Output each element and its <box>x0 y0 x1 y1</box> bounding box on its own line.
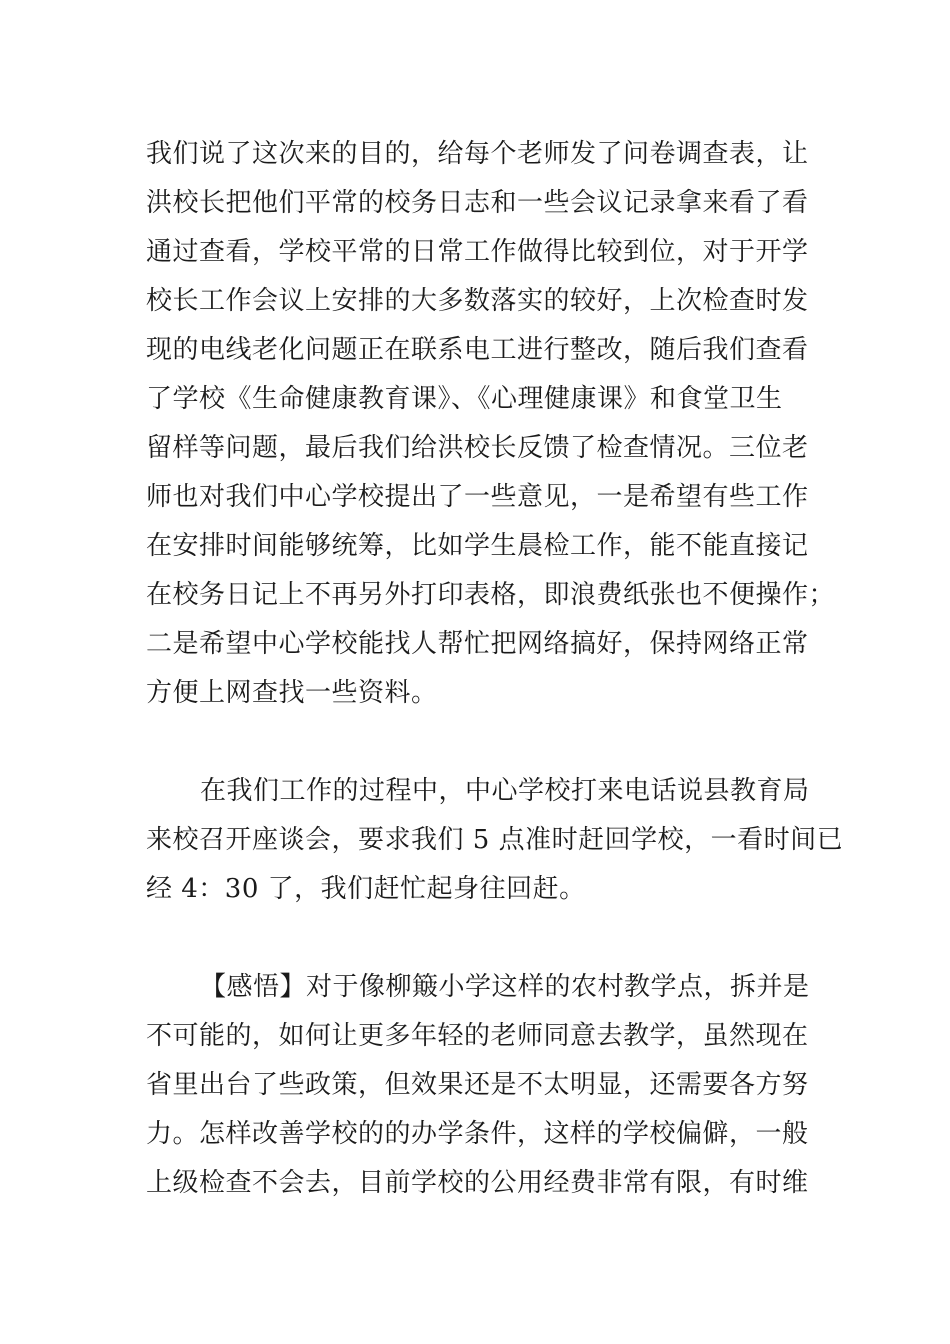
document-body <box>146 130 844 1208</box>
text-line: 洪校长把他们平常的校务日志和一些会议记录拿来看了看 <box>146 188 809 218</box>
text-line: 现的电线老化问题正在联系电工进行整改，随后我们查看 <box>146 335 809 365</box>
text-line: 力。怎样改善学校的的办学条件，这样的学校偏僻，一般 <box>146 1119 809 1149</box>
text-line: 在校务日记上不再另外打印表格，即浪费纸张也不便操作； <box>146 580 836 610</box>
text-line: 经 4：30 了，我们赶忙起身往回赶。 <box>146 874 586 904</box>
text-line: 了学校《生命健康教育课》、《心理健康课》和食堂卫生 <box>146 384 783 414</box>
text-line: 来校召开座谈会，要求我们 5 点准时赶回学校，一看时间已 <box>146 825 844 855</box>
paragraph-inspection <box>146 130 836 718</box>
text-line: 【感悟】对于像柳簸小学这样的农村教学点，拆并是 <box>200 972 810 1002</box>
text-line: 二是希望中心学校能找人帮忙把网络搞好，保持网络正常 <box>146 629 809 659</box>
text-line: 通过查看，学校平常的日常工作做得比较到位，对于开学 <box>146 237 809 267</box>
text-line: 我们说了这次来的目的，给每个老师发了问卷调查表，让 <box>146 139 809 169</box>
text-line: 在我们工作的过程中，中心学校打来电话说县教育局 <box>200 776 810 806</box>
paragraph-spacer <box>146 914 806 963</box>
text-line: 不可能的，如何让更多年轻的老师同意去教学，虽然现在 <box>146 1021 809 1051</box>
text-line: 上级检查不会去，目前学校的公用经费非常有限，有时维 <box>146 1168 809 1198</box>
paragraph-phone-call <box>146 767 844 914</box>
paragraph-spacer <box>146 718 806 767</box>
text-line: 校长工作会议上安排的大多数落实的较好，上次检查时发 <box>146 286 809 316</box>
paragraph-reflection <box>146 963 810 1208</box>
text-line: 方便上网查找一些资料。 <box>146 678 438 708</box>
text-line: 省里出台了些政策，但效果还是不太明显，还需要各方努 <box>146 1070 809 1100</box>
text-line: 留样等问题，最后我们给洪校长反馈了检查情况。三位老 <box>146 433 809 463</box>
text-line: 师也对我们中心学校提出了一些意见，一是希望有些工作 <box>146 482 809 512</box>
text-line: 在安排时间能够统筹，比如学生晨检工作，能不能直接记 <box>146 531 809 561</box>
